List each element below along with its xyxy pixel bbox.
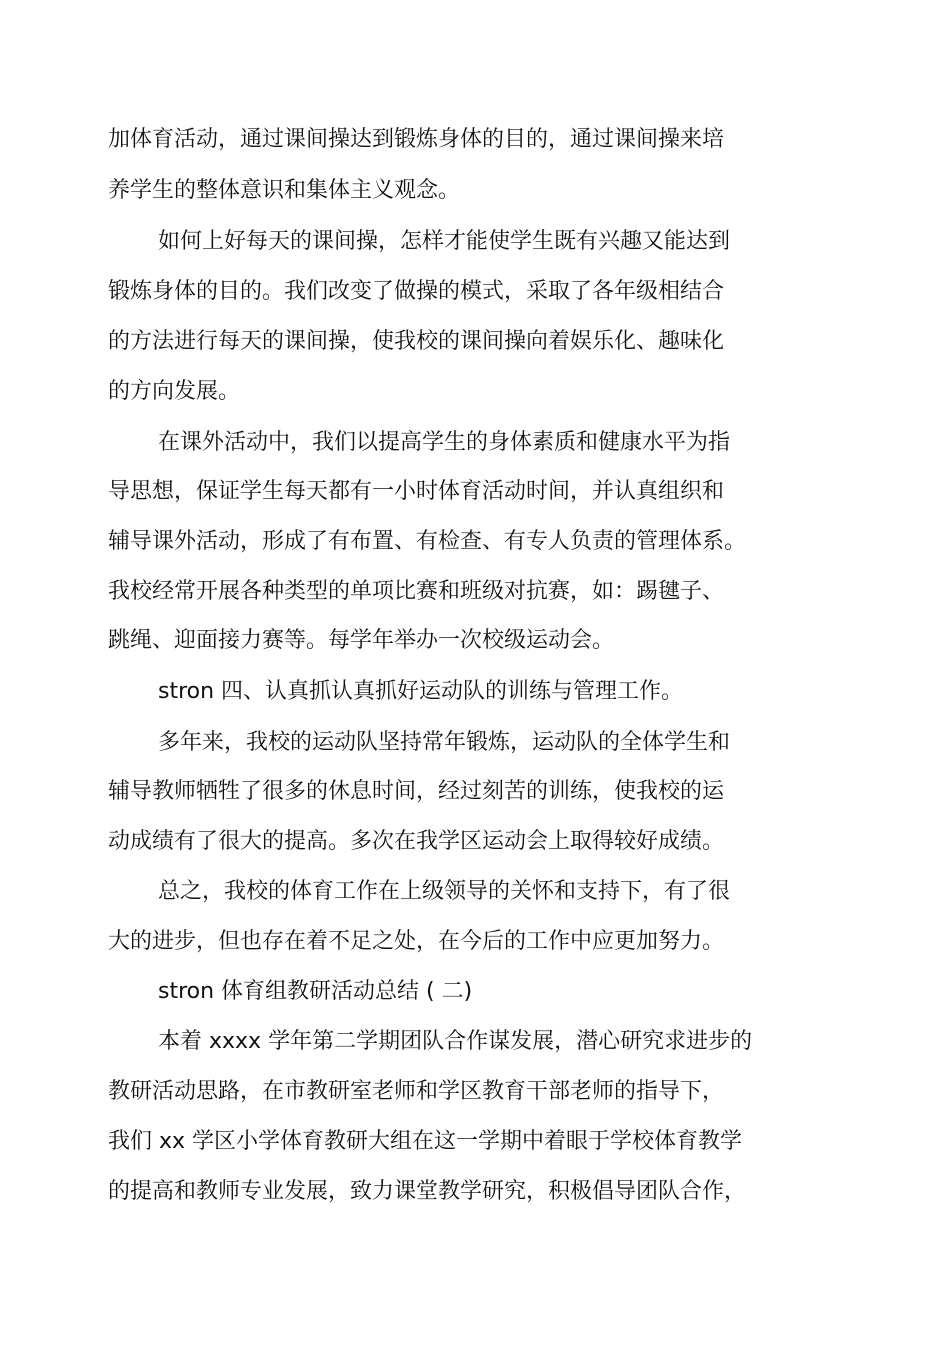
text-line: 跳绳、迎面接力赛等。每学年举办一次校级运动会。 bbox=[108, 628, 615, 653]
paragraph-start-line: 在课外活动中，我们以提高学生的身体素质和健康水平为指 bbox=[158, 430, 731, 455]
text-line: 的方法进行每天的课间操，使我校的课间操向着娱乐化、趣味化 bbox=[108, 329, 725, 354]
section-heading: stron 四、认真抓认真抓好运动队的训练与管理工作。 bbox=[158, 679, 684, 704]
text-line: 我校经常开展各种类型的单项比赛和班级对抗赛，如：踢毽子、 bbox=[108, 579, 725, 604]
text-line: 锻炼身体的目的。我们改变了做操的模式，采取了各年级相结合 bbox=[108, 279, 725, 304]
text-line: 我们 xx 学区小学体育教研大组在这一学期中着眼于学校体育教学 bbox=[108, 1129, 743, 1154]
paragraph-start-line: 总之，我校的体育工作在上级领导的关怀和支持下，有了很 bbox=[158, 879, 731, 904]
paragraph-start-line: 多年来，我校的运动队坚持常年锻炼，运动队的全体学生和 bbox=[158, 730, 731, 755]
text-line: 辅导课外活动，形成了有布置、有检查、有专人负责的管理体系。 bbox=[108, 529, 747, 554]
text-line: 动成绩有了很大的提高。多次在我学区运动会上取得较好成绩。 bbox=[108, 829, 725, 854]
text-line: 养学生的整体意识和集体主义观念。 bbox=[108, 178, 461, 203]
paragraph-start-line: 本着 xxxx 学年第二学期团队合作谋发展，潜心研究求进步的 bbox=[158, 1029, 753, 1054]
text-line: 教研活动思路，在市教研室老师和学区教育干部老师的指导下， bbox=[108, 1079, 725, 1104]
text-line: 的方向发展。 bbox=[108, 379, 241, 404]
text-line: 导思想，保证学生每天都有一小时体育活动时间，并认真组织和 bbox=[108, 479, 725, 504]
paragraph-start-line: 如何上好每天的课间操，怎样才能使学生既有兴趣又能达到 bbox=[158, 229, 731, 254]
text-line: 大的进步，但也存在着不足之处，在今后的工作中应更加努力。 bbox=[108, 929, 725, 954]
section-heading: stron 体育组教研活动总结 ( 二) bbox=[158, 979, 473, 1004]
text-line: 加体育活动，通过课间操达到锻炼身体的目的，通过课间操来培 bbox=[108, 127, 725, 152]
text-line: 辅导教师牺牲了很多的休息时间，经过刻苦的训练，使我校的运 bbox=[108, 779, 725, 804]
text-line: 的提高和教师专业发展，致力课堂教学研究，积极倡导团队合作， bbox=[108, 1179, 747, 1204]
